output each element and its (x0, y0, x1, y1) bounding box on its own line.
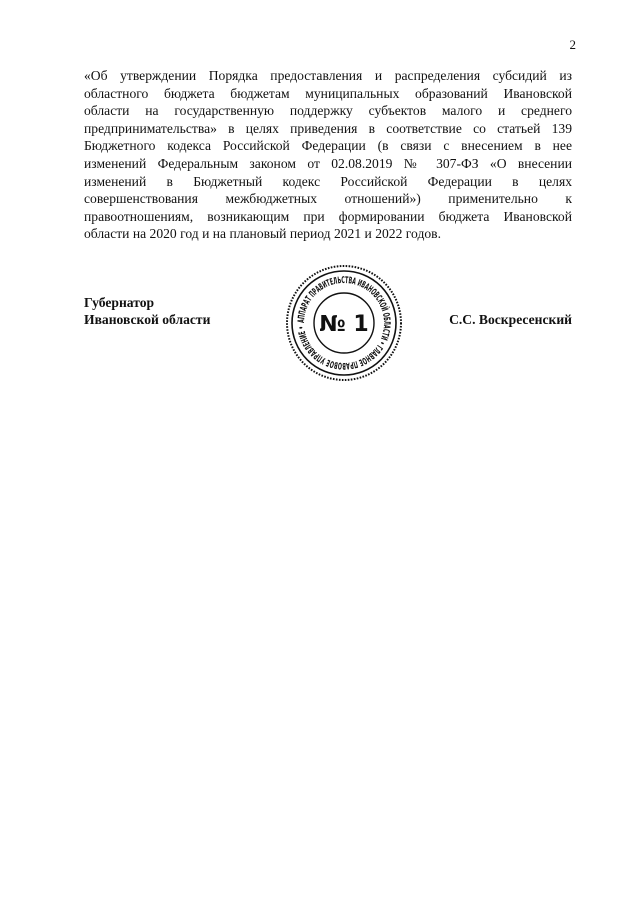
text-line: области на государственную поддержку субъектов малого и среднего (84, 103, 572, 119)
page-number: 2 (569, 37, 576, 52)
seal-ring-text: АППАРАТ ПРАВИТЕЛЬСТВА ИВАНОВСКОЙ ОБЛАСТИ • ГЛАВНОЕ ПРАВОВОЕ УПРАВЛЕНИЕ • (295, 274, 393, 372)
seal-number: № 1 (319, 312, 369, 337)
signatory-title: Губернатор (84, 295, 155, 310)
official-seal (284, 263, 404, 383)
body-paragraph (84, 67, 572, 243)
signatory-region: Ивановской области (84, 312, 211, 327)
text-line: изменений в Бюджетный кодекс Российской Федерации в целях (84, 173, 572, 189)
text-line: изменений Федеральным законом от 02.08.2019 № 307-ФЗ «О внесении (84, 155, 572, 171)
text-line: предпринимательства» в целях приведения в соответствие со статьей 139 (84, 120, 572, 136)
signatory-position (84, 294, 210, 328)
signatory-name: С.С. Воскресенский (449, 312, 572, 327)
text-line: совершенствования межбюджетных отношений») применительно к (84, 191, 572, 207)
seal-icon (284, 263, 404, 383)
text-line: областного бюджета бюджетам муниципальных образований Ивановской (84, 85, 572, 101)
text-line: «Об утверждении Порядка предоставления и распределения субсидий из (84, 68, 572, 83)
text-line: Бюджетного кодекса Российской Федерации (в связи с внесением в нее (84, 138, 572, 154)
text-line: области на 2020 год и на плановый период 2021 и 2022 годов. (84, 226, 441, 242)
text-line: правоотношениям, возникающим при формировании бюджета Ивановской (84, 208, 572, 224)
